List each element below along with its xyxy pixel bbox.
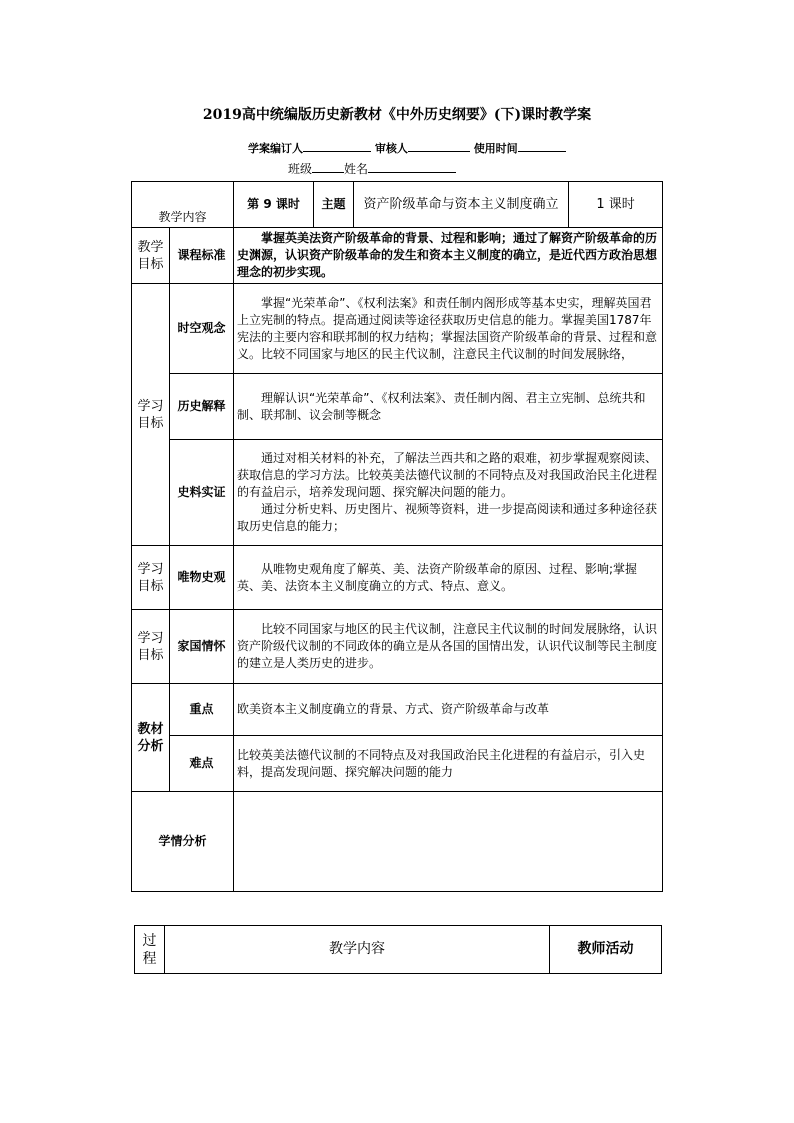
evidence-text-2: 通过分析史料、历史图片、视频等资料，进一步提高阅读和通过多种途径获取历史信息的能力； [237,502,658,533]
teacher-activity-label: 教师活动 [550,926,662,974]
learning-goal-label-1: 学习目标 [132,284,170,546]
content-label-cell [132,182,234,228]
course-standard-text: 掌握英美法资产阶级革命的背景、过程和影响；通过了解资产阶级革命的历史渊源，认识资产阶级革命的发生和资本主义制度的确立，是近代西方政治思想理念的初步实现。 [234,228,663,284]
patriotism-row [132,610,663,684]
reviewer-label: 审核人 [374,142,408,155]
spatiotemporal-label: 时空观念 [170,284,234,374]
topic-label: 主题 [314,182,354,228]
materialism-label: 唯物史观 [170,546,234,610]
spatiotemporal-text: 掌握“光荣革命”、《权利法案》和责任制内阁形成等基本史实，理解英国君上立宪制的特点。提高通过阅读等途径获取历史信息的能力。掌握美国1787年宪法的主要内容和联邦制的权力结构；掌握法国资产阶级革命的背景、过程和意义。比较不同国家与地区的民主代议制，注意民主代议制的时间发展脉络， [234,284,663,374]
teaching-goal-label: 教学目标 [132,228,170,284]
student-analysis-row [132,792,663,892]
class-name-line [288,160,456,177]
material-analysis-label: 教材分析 [132,684,170,792]
topic: 资产阶级革命与资本主义制度确立 [354,182,569,228]
class-blank[interactable] [312,160,344,173]
process-table [134,925,662,974]
key-point-row [132,684,663,736]
content-label: 教学内容 [158,210,207,224]
difficult-point-text: 比较英美法德代议制的不同特点及对我国政治民主化进程的有益启示，引入史料，提高发现问题、探究解决问题的能力 [234,736,663,792]
evidence-cell [234,440,663,546]
document-title: 2019高中统编版历史新教材《中外历史纲要》(下)课时教学案 [202,107,592,123]
reviewer-blank[interactable] [408,140,470,152]
lesson-no: 第 9 课时 [234,182,314,228]
header-row [132,182,663,228]
use-time-blank[interactable] [518,140,566,152]
evidence-text-1: 通过对相关材料的补充，了解法兰西共和之路的艰难，初步掌握观察阅读、获取信息的学习方法。比较英美法德代议制的不同特点及对我国政治民主化进程的有益启示，培养发现问题、探究解决问题的能力。 [237,451,658,499]
editor-blank[interactable] [303,140,371,152]
student-analysis-text[interactable] [234,792,663,892]
student-analysis-label: 学情分析 [132,792,234,892]
process-content-label: 教学内容 [165,926,550,974]
class-label: 班级 [288,162,313,176]
spatiotemporal-row [132,284,663,374]
process-header-row [135,926,662,974]
patriotism-text: 比较不同国家与地区的民主代议制，注意民主代议制的时间发展脉络，认识资产阶级代议制的不同政体的确立是从各国的国情出发，认识代议制等民主制度的建立是人类历史的进步。 [234,610,663,684]
materialism-text: 从唯物史观角度了解英、美、法资产阶级革命的原因、过程、影响;掌握英、美、法资本主义制度确立的方式、特点、意义。 [234,546,663,610]
interpretation-row [132,374,663,440]
difficult-point-row [132,736,663,792]
process-label: 过程 [135,926,165,974]
lesson-plan-table [131,181,663,892]
key-point-label: 重点 [170,684,234,736]
editor-label: 学案编订人 [248,142,303,155]
hours: 1 课时 [569,182,663,228]
use-time-label: 使用时间 [473,142,518,155]
name-blank[interactable] [368,160,456,173]
interpretation-label: 历史解释 [170,374,234,440]
learning-goal-label-3: 学习目标 [132,610,170,684]
course-standard-label: 课程标准 [170,228,234,284]
interpretation-text: 理解认识“光荣革命”、《权利法案》、责任制内阁、君主立宪制、总统共和制、联邦制、议会制等概念 [234,374,663,440]
name-label: 姓名 [344,162,369,176]
teaching-goal-row [132,228,663,284]
materialism-row [132,546,663,610]
difficult-point-label: 难点 [170,736,234,792]
meta-line [248,140,566,156]
patriotism-label: 家国情怀 [170,610,234,684]
evidence-label: 史料实证 [170,440,234,546]
key-point-text: 欧美资本主义制度确立的背景、方式、资产阶级革命与改革 [234,684,663,736]
learning-goal-label-2: 学习目标 [132,546,170,610]
evidence-row [132,440,663,546]
